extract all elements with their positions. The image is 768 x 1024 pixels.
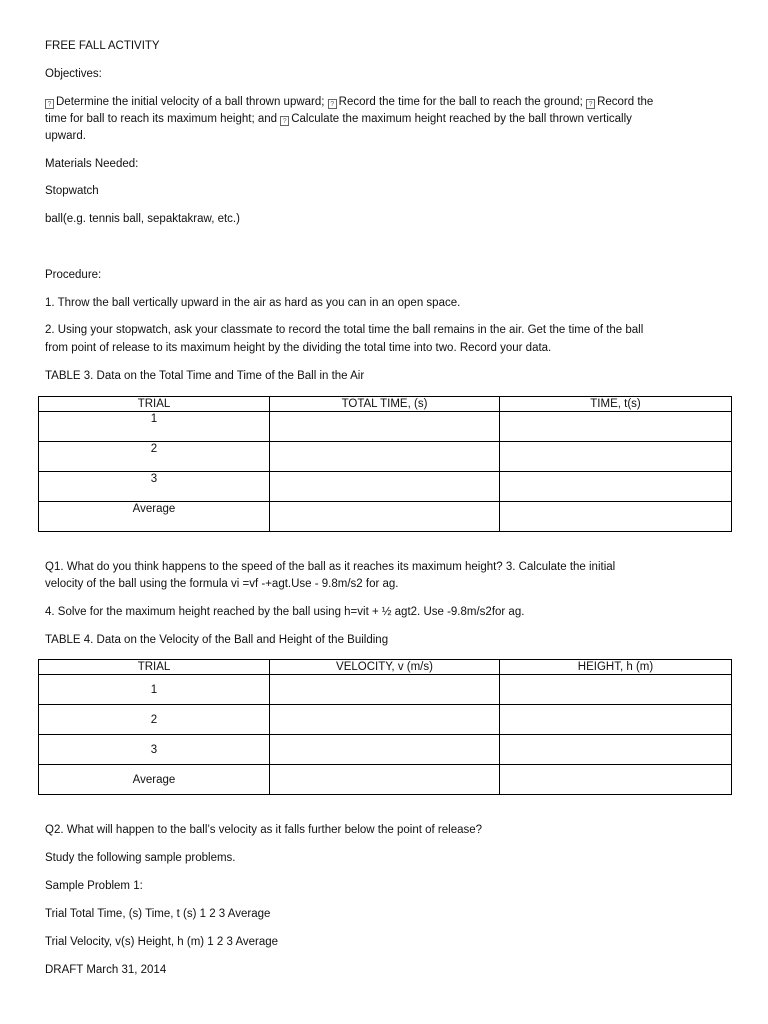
height-input-cell[interactable]: [500, 705, 732, 735]
sample-line-1: Trial Total Time, (s) Time, t (s) 1 2 3 Average: [45, 908, 271, 920]
study-instruction: Study the following sample problems.: [45, 852, 236, 864]
column-header: TRIAL: [39, 397, 270, 412]
total-time-input-cell[interactable]: [270, 502, 500, 532]
sample-line-2: Trial Velocity, v(s) Height, h (m) 1 2 3 Average: [45, 936, 279, 948]
sample-problem-heading: Sample Problem 1:: [45, 880, 143, 892]
table-row: [39, 472, 732, 502]
time-input-cell[interactable]: [500, 412, 732, 442]
objective-text: Record the time for the ball to reach the ground;: [338, 96, 587, 108]
trial-cell: Average: [39, 502, 270, 532]
total-time-input-cell[interactable]: [270, 412, 500, 442]
procedure-step-2: 2. Using your stopwatch, ask your classmate to record the total time the ball remains in the air. Get the time of the ball: [45, 324, 644, 336]
trial-cell: 3: [39, 735, 270, 765]
bullet-placeholder-icon: ?: [586, 99, 595, 109]
objectives-heading: Objectives:: [45, 68, 102, 80]
procedure-step-4: 4. Solve for the maximum height reached by the ball using h=vit + ½ agt2. Use -9.8m/s2for ag.: [45, 606, 525, 618]
column-header: TOTAL TIME, (s): [270, 397, 500, 412]
objectives-line-1: [45, 94, 653, 111]
trial-cell: 1: [39, 412, 270, 442]
table-row: [39, 765, 732, 795]
table-header-row: [39, 660, 732, 675]
table4: [38, 659, 732, 795]
trial-cell: 2: [39, 442, 270, 472]
objectives-line-3: upward.: [45, 130, 86, 142]
height-input-cell[interactable]: [500, 735, 732, 765]
trial-cell: 2: [39, 705, 270, 735]
objective-text: Determine the initial velocity of a ball thrown upward;: [56, 96, 328, 108]
objectives-line-2: [45, 111, 632, 128]
total-time-input-cell[interactable]: [270, 472, 500, 502]
time-input-cell[interactable]: [500, 502, 732, 532]
table-header-row: [39, 397, 732, 412]
column-header: TIME, t(s): [500, 397, 732, 412]
objective-text: Record the: [597, 96, 654, 108]
objective-text: Calculate the maximum height reached by the ball thrown vertically: [291, 113, 632, 125]
objective-text: time for ball to reach its maximum height; and: [45, 113, 281, 125]
procedure-step-1: 1. Throw the ball vertically upward in the air as hard as you can in an open space.: [45, 297, 461, 309]
velocity-input-cell[interactable]: [270, 705, 500, 735]
procedure-heading: Procedure:: [45, 269, 102, 281]
draft-footer: DRAFT March 31, 2014: [45, 964, 167, 976]
table3-caption: TABLE 3. Data on the Total Time and Time of the Ball in the Air: [45, 370, 365, 382]
column-header: VELOCITY, v (m/s): [270, 660, 500, 675]
table-row: [39, 705, 732, 735]
question-2: Q2. What will happen to the ball’s velocity as it falls further below the point of release?: [45, 824, 483, 836]
materials-heading: Materials Needed:: [45, 158, 139, 170]
table-row: [39, 675, 732, 705]
column-header: HEIGHT, h (m): [500, 660, 732, 675]
velocity-input-cell[interactable]: [270, 765, 500, 795]
trial-cell: 1: [39, 675, 270, 705]
total-time-input-cell[interactable]: [270, 442, 500, 472]
document-title: FREE FALL ACTIVITY: [45, 40, 160, 52]
velocity-input-cell[interactable]: [270, 735, 500, 765]
procedure-step-2-cont: from point of release to its maximum height by the dividing the total time into two. Record your data.: [45, 342, 552, 354]
trial-cell: Average: [39, 765, 270, 795]
height-input-cell[interactable]: [500, 675, 732, 705]
velocity-input-cell[interactable]: [270, 675, 500, 705]
column-header: TRIAL: [39, 660, 270, 675]
time-input-cell[interactable]: [500, 442, 732, 472]
table4-caption: TABLE 4. Data on the Velocity of the Ball and Height of the Building: [45, 634, 389, 646]
table3: [38, 396, 732, 532]
table-row: [39, 442, 732, 472]
bullet-placeholder-icon: ?: [45, 99, 54, 109]
height-input-cell[interactable]: [500, 765, 732, 795]
question-1: Q1. What do you think happens to the speed of the ball as it reaches its maximum height? 3. Calculate the initial: [45, 561, 616, 573]
table-row: [39, 412, 732, 442]
bullet-placeholder-icon: ?: [280, 116, 289, 126]
table-row: [39, 502, 732, 532]
time-input-cell[interactable]: [500, 472, 732, 502]
question-1-cont: velocity of the ball using the formula vi =vf -+agt.Use - 9.8m/s2 for ag.: [45, 578, 399, 590]
table-row: [39, 735, 732, 765]
trial-cell: 3: [39, 472, 270, 502]
material-item: Stopwatch: [45, 185, 99, 197]
material-item: ball(e.g. tennis ball, sepaktakraw, etc.): [45, 213, 240, 225]
bullet-placeholder-icon: ?: [328, 99, 337, 109]
